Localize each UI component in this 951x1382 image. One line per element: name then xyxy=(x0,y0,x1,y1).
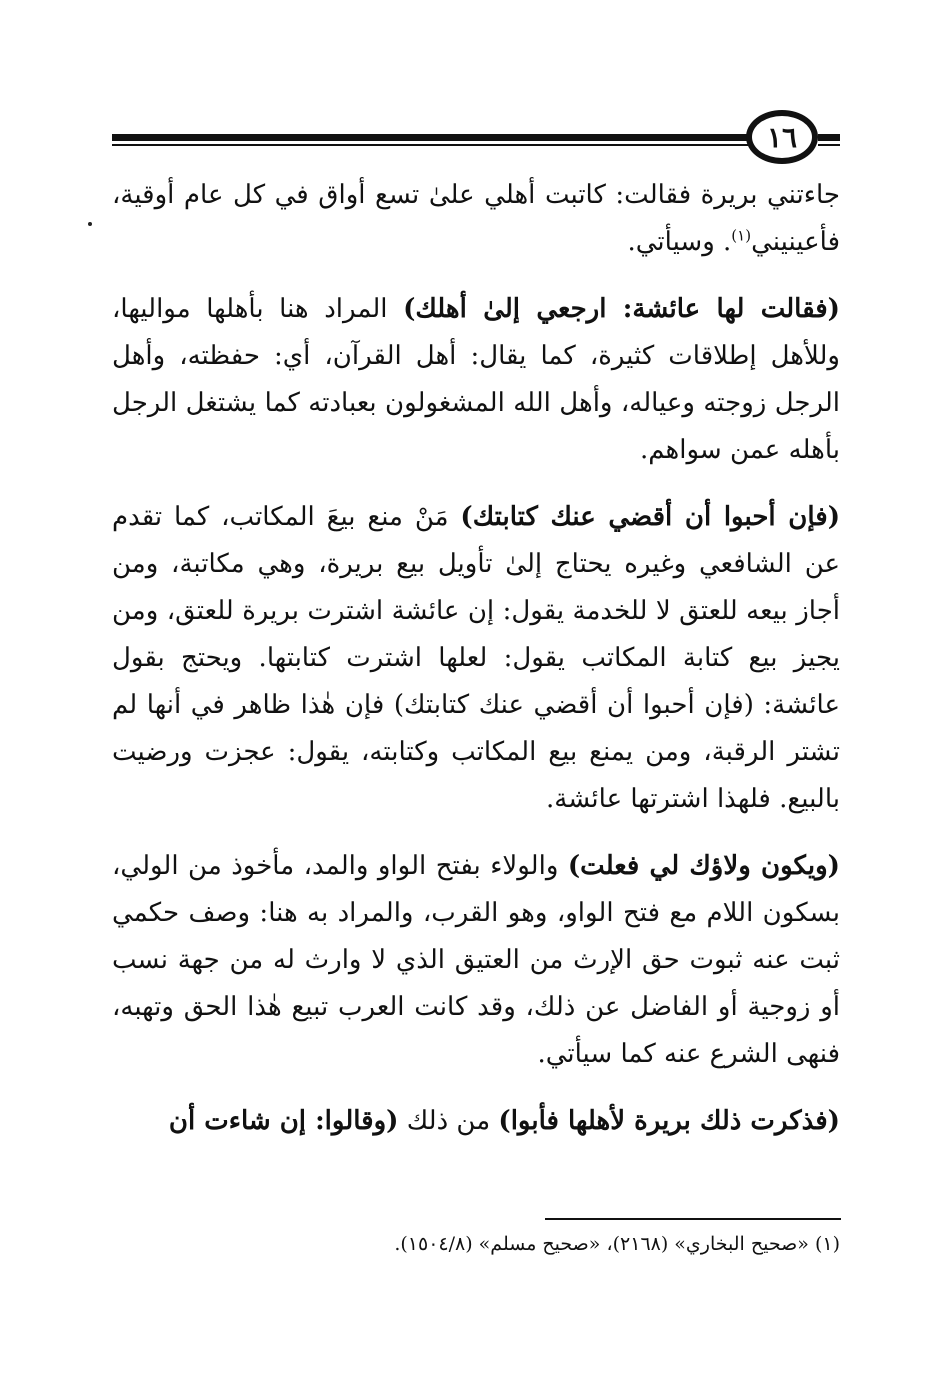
page-number: ١٦ xyxy=(766,120,798,154)
paragraph-2 xyxy=(112,286,840,474)
header-rule-end-thin xyxy=(818,144,840,146)
footnote-separator xyxy=(545,1218,841,1220)
paragraph-4-text: والولاء بفتح الواو والمد، مأخوذ من الولي، بسكون اللام مع فتح الواو، وهو القرب، والمراد به هنا: وصف حكمي ثبت عنه ثبوت حق الإرث من العتيق الذي لا وارث له من جهة نسب أو زوجية أو الفاضل عن ذلك، وقد كانت العرب تبيع هٰذا الحق وتهبه، فنهى الشرع عنه كما سيأتي. xyxy=(112,851,840,1069)
paragraph-2-text: المراد هنا بأهلها مواليها، وللأهل إطلاقات كثيرة، كما يقال: أهل القرآن، أي: حفظته، وأهل الرجل زوجته وعياله، وأهل الله المشغولون بعبادته كما يشتغل الرجل بأهله عمن سواهم. xyxy=(112,294,840,465)
footnote-text: (١) «صحيح البخاري» (٢١٦٨)، «صحيح مسلم» (١٥٠٤/٨). xyxy=(394,1233,840,1255)
paragraph-2-lead: (فقالت لها عائشة: ارجعي إلىٰ أهلك) xyxy=(403,294,840,324)
paragraph-4-lead: (ويكون ولاؤك لي فعلت) xyxy=(567,851,840,881)
paragraph-1-tail: . وسيأتي. xyxy=(627,227,732,257)
page-number-badge xyxy=(746,110,818,164)
header-rule-thick xyxy=(112,134,748,141)
paragraph-4 xyxy=(112,843,840,1078)
paragraph-5-text: من ذلك xyxy=(398,1106,499,1136)
stray-dot xyxy=(88,222,92,226)
paragraph-5 xyxy=(112,1098,840,1145)
paragraph-5-lead-2: (وقالوا: إن شاءت أن xyxy=(168,1106,399,1136)
paragraph-3-text: مَنْ منع بيعَ المكاتب، كما تقدم عن الشافعي وغيره يحتاج إلىٰ تأويل بيع بريرة، وهي مكاتبة، ومن أجاز بيعه للعتق لا للخدمة يقول: إن عائشة اشترت بريرة للعتق، ومن يجيز بيع كتابة المكاتب يقول: لعلها اشترت كتابتها. ويحتج بقول عائشة: (فإن أحبوا أن أقضي عنك كتابتك) فإن هٰذا ظاهر في أنها لم تشتر الرقبة، ومن يمنع بيع المكاتب وكتابته، يقول: عجزت ورضيت بالبيع. فلهذا اشترتها عائشة. xyxy=(112,502,840,814)
footnote xyxy=(300,1228,840,1260)
paragraph-5-lead: (فذكرت ذلك بريرة لأهلها فأبوا) xyxy=(498,1106,840,1136)
paragraph-1-text: جاءتني بريرة فقالت: كاتبت أهلي علىٰ تسع أواق في كل عام أوقية، فأعينيني xyxy=(112,180,840,257)
header-rule-thin xyxy=(112,144,748,146)
paragraph-3 xyxy=(112,494,840,823)
paragraph-3-lead: (فإن أحبوا أن أقضي عنك كتابتك) xyxy=(460,502,841,532)
header-rule-end xyxy=(818,134,840,141)
main-text xyxy=(112,172,840,1165)
footnote-reference[interactable]: (١) xyxy=(731,226,752,245)
paragraph-1 xyxy=(112,172,840,266)
